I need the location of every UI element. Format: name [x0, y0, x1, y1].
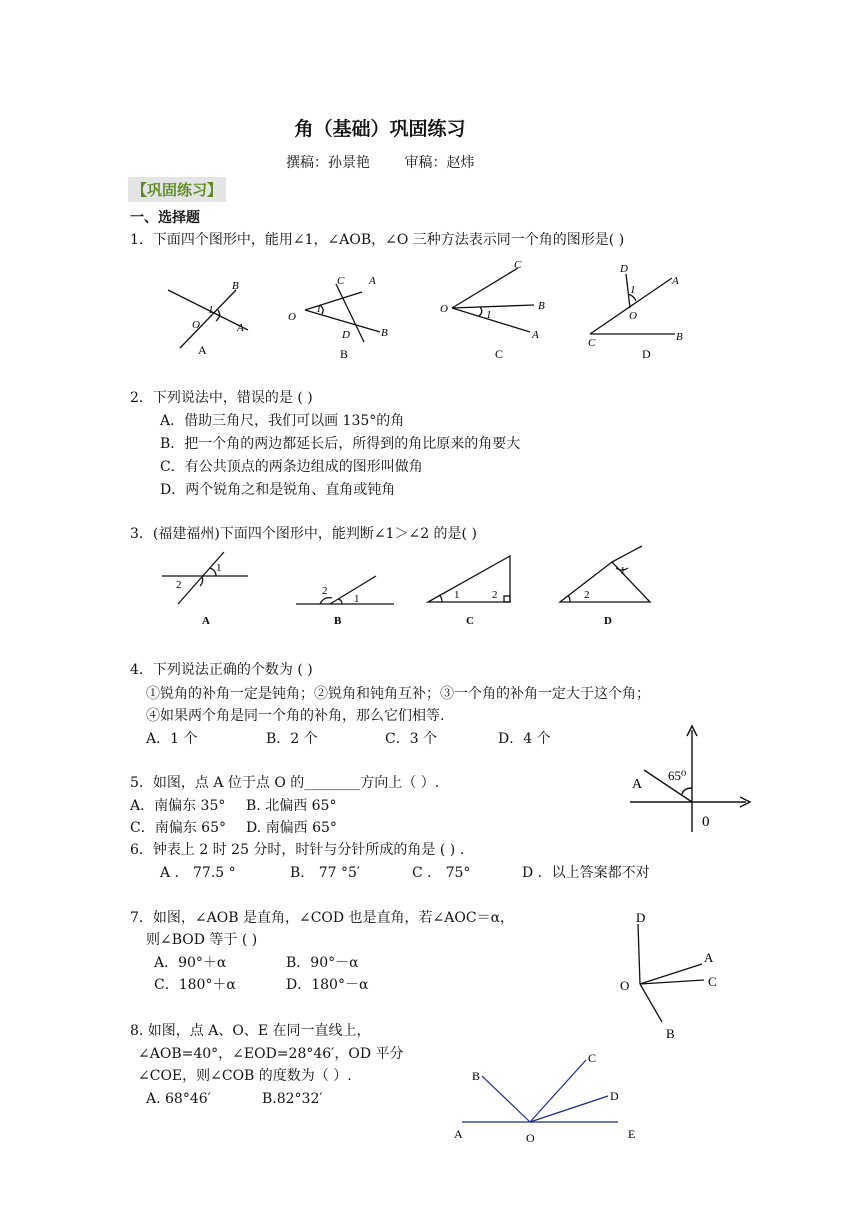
q3-label-a: A	[202, 615, 210, 627]
q5-option-d: D. 南偏西 65°	[246, 820, 337, 836]
q8-label-a: A	[454, 1127, 463, 1141]
svg-text:O: O	[288, 311, 296, 323]
q7-option-c: C．180°＋α	[154, 977, 236, 993]
page-title: 角（基础）巩固练习	[294, 118, 466, 140]
writer: 撰稿：孙景艳	[286, 155, 370, 171]
q8-line2: ∠AOB=40°，∠EOD=28°46′，OD 平分	[138, 1046, 404, 1062]
q3-figures	[150, 546, 670, 630]
svg-text:D: D	[620, 263, 628, 275]
q5-stem: 5．如图，点 A 位于点 O 的________方向上（ ）.	[130, 775, 440, 791]
q3-stem: 3．(福建福州)下面四个图形中，能判断∠1＞∠2 的是( )	[130, 526, 477, 542]
q1-stem: 1．下面四个图形中，能用∠1，∠AOB，∠O 三种方法表示同一个角的图形是( )	[130, 232, 625, 248]
q8-figure	[452, 1050, 652, 1150]
q6-option-c: C ． 75°	[412, 865, 471, 881]
section-tag: 【巩固练习】	[128, 177, 226, 202]
svg-text:B: B	[232, 280, 239, 292]
svg-text:2: 2	[322, 585, 328, 597]
q5-origin: 0	[702, 814, 710, 830]
q5-figure	[626, 722, 756, 834]
q5-point-a: A	[632, 777, 643, 792]
svg-text:O: O	[192, 319, 200, 331]
q3-label-d: D	[604, 615, 612, 627]
svg-text:C: C	[588, 337, 596, 349]
q7-label-d: D	[636, 910, 646, 925]
q5-angle: 65⁰	[668, 768, 687, 783]
q4-stem: 4．下列说法正确的个数为 ( )	[130, 662, 313, 678]
q4-option-c: C．3 个	[385, 731, 438, 747]
svg-text:2: 2	[584, 589, 590, 601]
svg-text:1: 1	[354, 593, 360, 605]
q1-label-b: B	[340, 347, 349, 361]
q8-line1: 8. 如图，点 A、O、E 在同一直线上，	[130, 1023, 371, 1039]
svg-text:B: B	[676, 331, 683, 343]
svg-text:2: 2	[176, 579, 182, 591]
q6-option-b: B． 77 °5′	[290, 865, 361, 881]
part-heading: 一、选择题	[130, 210, 200, 226]
q7-label-o: O	[620, 978, 630, 993]
svg-text:A: A	[532, 329, 539, 341]
q7-stem: 7．如图，∠AOB 是直角，∠COD 也是直角，若∠AOC＝α，	[130, 910, 515, 926]
svg-text:2: 2	[492, 589, 498, 601]
q5-option-b: B. 北偏西 65°	[246, 798, 337, 814]
svg-text:1: 1	[316, 303, 322, 315]
q1-label-d: D	[642, 347, 651, 361]
q8-option-a: A. 68°46′	[146, 1091, 211, 1107]
svg-text:B: B	[381, 327, 388, 339]
svg-text:A: A	[237, 322, 244, 334]
q1-label-a: A	[198, 343, 207, 357]
svg-text:A: A	[672, 275, 679, 287]
svg-text:1: 1	[216, 562, 222, 574]
q6-option-d: D ．以上答案都不对	[522, 865, 650, 881]
q7-label-a: A	[704, 950, 714, 965]
q8-label-d: D	[610, 1089, 619, 1103]
q4-line1: ①锐角的补角一定是钝角；②锐角和钝角互补；③一个角的补角一定大于这个角；	[146, 686, 650, 702]
svg-text:O: O	[629, 310, 637, 322]
q8-option-b: B.82°32′	[262, 1091, 323, 1107]
q3-label-b: B	[334, 615, 342, 627]
q6-stem: 6．钟表上 2 时 25 分时，时针与分针所成的角是 ( ) .	[130, 842, 465, 858]
q4-option-b: B．2 个	[266, 731, 318, 747]
q5-option-a: A．南偏东 35°	[130, 798, 226, 814]
q6-option-a: A ． 77.5 °	[160, 865, 236, 881]
svg-text:D: D	[342, 329, 350, 341]
q8-label-c: C	[588, 1051, 597, 1065]
q8-label-o: O	[526, 1131, 535, 1145]
q4-option-a: A．1 个	[146, 731, 198, 747]
q5-option-c: C．南偏东 65°	[130, 820, 226, 836]
q2-stem: 2．下列说法中，错误的是 ( )	[130, 390, 313, 406]
svg-text:C: C	[337, 275, 345, 287]
q7-option-a: A．90°＋α	[154, 955, 227, 971]
svg-text:B: B	[538, 300, 545, 312]
q8-label-b: B	[472, 1069, 481, 1083]
reviewer: 审稿：赵炜	[404, 155, 475, 171]
svg-text:A: A	[369, 275, 376, 287]
q7-label-b: B	[666, 1026, 675, 1041]
q2-option-d: D．两个锐角之和是锐角、直角或钝角	[160, 482, 396, 498]
q1-label-c: C	[495, 347, 504, 361]
authors-line	[286, 152, 504, 172]
q8-line3: ∠COE，则∠COB 的度数为（ ）.	[138, 1068, 352, 1084]
svg-text:1: 1	[630, 284, 636, 296]
svg-text:1: 1	[454, 589, 460, 601]
q8-label-e: E	[628, 1127, 636, 1141]
q7-figure	[612, 906, 722, 1046]
q7-option-b: B．90°－α	[286, 955, 359, 971]
svg-text:O: O	[440, 303, 448, 315]
q7-option-d: D．180°－α	[286, 977, 369, 993]
q2-option-a: A．借助三角尺，我们可以画 135°的角	[160, 413, 405, 429]
q7-line2: 则∠BOD 等于 ( )	[146, 932, 258, 948]
svg-text:C: C	[514, 259, 522, 271]
q7-label-c: C	[708, 974, 717, 989]
svg-text:1: 1	[208, 304, 214, 316]
q3-label-c: C	[466, 615, 474, 627]
q2-option-c: C．有公共顶点的两条边组成的图形叫做角	[160, 459, 423, 475]
q2-option-b: B．把一个角的两边都延长后，所得到的角比原来的角要大	[160, 436, 521, 452]
q4-option-d: D．4 个	[498, 731, 551, 747]
q1-figures	[150, 259, 710, 364]
q4-line2: ④如果两个角是同一个角的补角，那么它们相等.	[146, 708, 445, 724]
svg-text:1: 1	[620, 565, 626, 577]
svg-text:1: 1	[486, 309, 492, 321]
